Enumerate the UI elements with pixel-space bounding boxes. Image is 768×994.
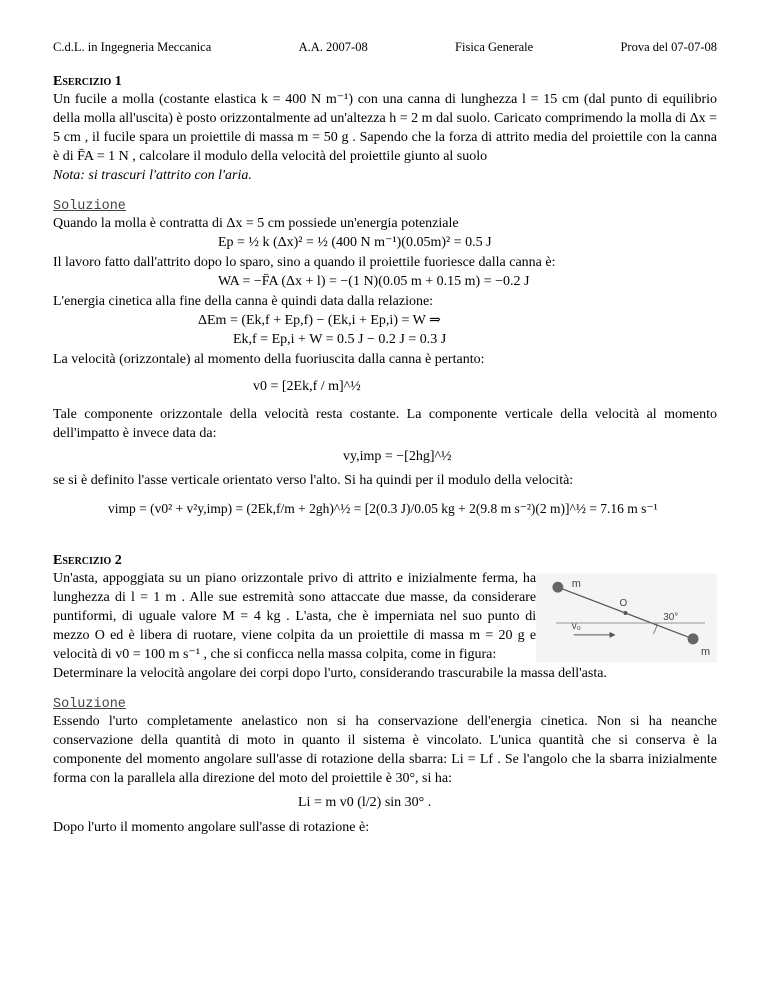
pivot-point: [624, 611, 628, 615]
header-exam: Prova del 07-07-08: [620, 40, 717, 54]
sol2-s1: Essendo l'urto completamente anelastico non si ha conservazione dell'energia cinetica. Non si ha neanche conservazione della quantità di moto in quanto il sistema è vincolato. L'unica quantità che si conserva è la componente del momento angolare sull'asse di rotazione della sbarra: Li = Lf . Se l'angolo che la sbarra inizialmente forma con la parallela alla direzione del moto del proiettile è 30°, si ha:: [53, 714, 717, 786]
solution-2-label: Soluzione: [53, 697, 126, 712]
exercise-1-title: Esercizio 1: [53, 74, 122, 89]
eq-v0: v0 = [2Ek,f / m]^½: [253, 379, 361, 394]
exercise-1-note: Nota: si trascuri l'attrito con l'aria.: [53, 168, 252, 183]
eq-energy-balance: ΔEm = (Ek,f + Ep,f) − (Ek,i + Ep,i) = W ⇒: [198, 313, 441, 328]
exercise-2-title: Esercizio 2: [53, 553, 122, 568]
header-subject: Fisica Generale: [455, 40, 534, 54]
sol1-s4: La velocità (orizzontale) al momento della fuoriuscita dalla canna è pertanto:: [53, 352, 485, 367]
page-header: [53, 40, 717, 55]
eq-potential-energy: Ep = ½ k (Δx)² = ½ (400 N m⁻¹)(0.05m)² = 0.5 J: [218, 235, 492, 250]
exercise-2-text2: Determinare la velocità angolare dei corpi dopo l'urto, considerando trascurabile la massa dell'asta.: [53, 666, 607, 681]
sol1-s1: Quando la molla è contratta di Δx = 5 cm possiede un'energia potenziale: [53, 216, 459, 231]
sol1-s2: Il lavoro fatto dall'attrito dopo lo sparo, sino a quando il proiettile fuoriesce dalla canna è:: [53, 255, 556, 270]
label-v0: v₀: [571, 620, 581, 632]
sol1-s3: L'energia cinetica alla fine della canna è quindi data dalla relazione:: [53, 294, 434, 309]
eq-angular-momentum-initial: Li = m v0 (l/2) sin 30° .: [298, 795, 432, 810]
exercise-2-text: Un'asta, appoggiata su un piano orizzontale privo di attrito e inizialmente ferma, ha lunghezza di l = 1 m . Alle sue estremità sono attaccate due masse, da considerare puntiformi, di uguale valore M = 4 kg . L'asta, che è imperniata nel suo punto di mezzo O ed è libera di ruotare, viene colpita da un proiettile di massa m = 20 g e velocità di v0 = 100 m s⁻¹ , che si conficca nella massa colpita, come in figura:: [53, 571, 537, 662]
label-m-bottom: m: [701, 645, 711, 658]
eq-v-imp: vimp = (v0² + v²y,imp) = (2Ek,f/m + 2gh)^½ = [2(0.3 J)/0.05 kg + 2(9.8 m s⁻²)(2 m)]^½ = 7.16 m s⁻¹: [108, 501, 658, 516]
page: [53, 40, 717, 837]
label-m-top: m: [571, 578, 581, 591]
eq-friction-work: WA = −F̄A (Δx + l) = −(1 N)(0.05 m + 0.15 m) = −0.2 J: [218, 274, 530, 289]
header-year: A.A. 2007-08: [298, 40, 368, 54]
exercise-2: [53, 553, 717, 664]
mass-bottom: [688, 633, 699, 644]
exercise-2-figure: [536, 573, 717, 663]
eq-vy-imp: vy,imp = −[2hg]^½: [343, 449, 452, 464]
sol1-s5: Tale componente orizzontale della velocità resta costante. La componente verticale della velocità al momento dell'impatto è invece data da:: [53, 407, 717, 441]
solution-1-label: Soluzione: [53, 199, 126, 214]
label-angle: 30°: [663, 611, 679, 623]
eq-kinetic-final: Ek,f = Ep,i + W = 0.5 J − 0.2 J = 0.3 J: [233, 332, 447, 347]
mass-top: [552, 582, 563, 593]
label-o: O: [619, 598, 628, 610]
header-course: C.d.L. in Ingegneria Meccanica: [53, 40, 212, 54]
sol1-s6: se si è definito l'asse verticale orientato verso l'alto. Si ha quindi per il modulo della velocità:: [53, 473, 574, 488]
exercise-1-text: Un fucile a molla (costante elastica k = 400 N m⁻¹) con una canna di lunghezza l = 15 cm (dal punto di equilibrio della molla all'uscita) è posto orizzontalmente ad un'altezza h = 2 m dal suolo. Caricato comprimendo la molla di Δx = 5 cm , il fucile spara un proiettile di massa m = 50 g . Sapendo che la forza di attrito media del proiettile con la canna è di F̄A = 1 N , calcolare il modulo della velocità del proiettile giunto al suolo: [53, 92, 717, 164]
sol2-s2: Dopo l'urto il momento angolare sull'asse di rotazione è:: [53, 820, 370, 835]
